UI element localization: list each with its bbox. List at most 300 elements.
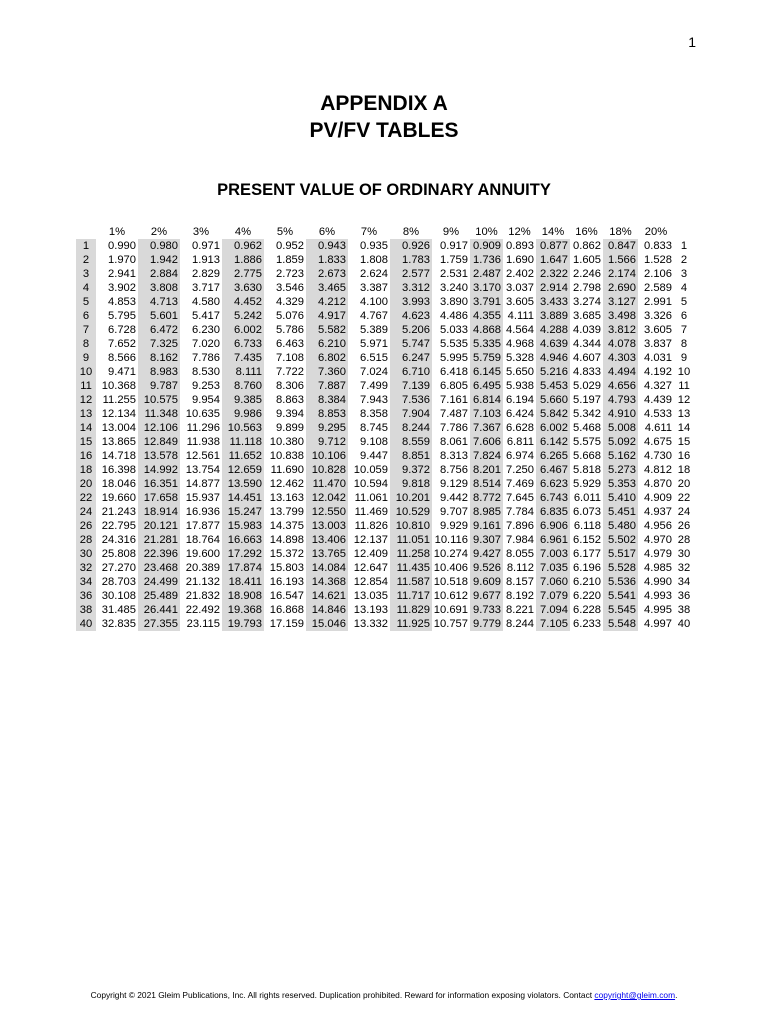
table-cell: 6.811 xyxy=(506,436,534,448)
table-cell: 9.394 xyxy=(276,408,304,420)
table-cell: 5.536 xyxy=(603,575,638,589)
table-cell: 11.652 xyxy=(222,449,264,463)
table-cell: 0.877 xyxy=(536,239,570,253)
table-cell: 2.991 xyxy=(644,296,672,308)
table-cell: 5.076 xyxy=(276,310,304,322)
table-cell: 14.621 xyxy=(306,589,348,603)
table-cell: 18.914 xyxy=(138,505,180,519)
rate-header: 16% xyxy=(575,226,598,238)
table-cell: 7.786 xyxy=(192,352,220,364)
table-cell: 5.995 xyxy=(440,352,468,364)
table-cell: 7.094 xyxy=(536,603,570,617)
period-label-left: 18 xyxy=(76,463,96,477)
table-cell: 5.786 xyxy=(276,324,304,336)
table-cell: 17.292 xyxy=(222,547,264,561)
table-cell: 32.835 xyxy=(101,618,136,630)
table-cell: 13.754 xyxy=(185,464,220,476)
table-cell: 6.220 xyxy=(573,590,601,602)
table-cell: 9.295 xyxy=(306,421,348,435)
table-cell: 6.495 xyxy=(470,379,503,393)
period-label-left: 40 xyxy=(76,617,96,631)
table-cell: 7.784 xyxy=(506,506,534,518)
table-cell: 2.577 xyxy=(390,267,432,281)
period-label-right: 32 xyxy=(677,562,691,574)
table-row xyxy=(76,477,694,491)
period-label-left: 4 xyxy=(76,281,96,295)
table-cell: 12.550 xyxy=(306,505,348,519)
table-cell: 7.887 xyxy=(306,379,348,393)
table-cell: 13.799 xyxy=(269,506,304,518)
table-cell: 8.384 xyxy=(306,393,348,407)
table-cell: 12.134 xyxy=(101,408,136,420)
table-cell: 21.832 xyxy=(185,590,220,602)
footer-end: . xyxy=(675,990,678,1000)
table-cell: 7.824 xyxy=(470,449,503,463)
footer-copyright-text: Copyright © 2021 Gleim Publications, Inc. All rights reserved. Duplication prohibited. Reward for information exposing violators. Contact xyxy=(90,990,595,1000)
table-cell: 12.462 xyxy=(269,478,304,490)
table-row xyxy=(76,309,694,323)
table-cell: 19.600 xyxy=(185,548,220,560)
table-cell: 0.935 xyxy=(360,240,388,252)
table-cell: 7.161 xyxy=(440,394,468,406)
table-cell: 1.859 xyxy=(276,254,304,266)
table-cell: 5.668 xyxy=(573,450,601,462)
table-cell: 5.453 xyxy=(536,379,570,393)
table-cell: 12.647 xyxy=(353,562,388,574)
table-cell: 7.003 xyxy=(536,547,570,561)
table-cell: 6.011 xyxy=(573,492,601,504)
table-cell: 7.487 xyxy=(440,408,468,420)
rate-header: 8% xyxy=(402,226,420,238)
table-cell: 4.327 xyxy=(644,380,672,392)
period-label-right: 38 xyxy=(677,604,691,616)
period-label-left: 24 xyxy=(76,505,96,519)
table-cell: 10.106 xyxy=(306,449,348,463)
table-cell: 17.159 xyxy=(269,618,304,630)
table-cell: 4.910 xyxy=(603,407,638,421)
table-cell: 12.854 xyxy=(353,576,388,588)
table-cell: 7.360 xyxy=(306,365,348,379)
table-cell: 0.926 xyxy=(390,239,432,253)
table-cell: 4.968 xyxy=(506,338,534,350)
table-cell: 7.103 xyxy=(470,407,503,421)
period-label-right: 34 xyxy=(677,576,691,588)
table-cell: 5.502 xyxy=(603,533,638,547)
period-label-right: 13 xyxy=(677,408,691,420)
table-cell: 3.902 xyxy=(108,282,136,294)
period-label-left: 20 xyxy=(76,477,96,491)
table-cell: 3.605 xyxy=(644,324,672,336)
table-cell: 4.767 xyxy=(360,310,388,322)
table-cell: 14.084 xyxy=(306,561,348,575)
table-cell: 21.281 xyxy=(138,533,180,547)
appendix-title: APPENDIX A xyxy=(320,92,448,115)
table-cell: 5.535 xyxy=(440,338,468,350)
table-cell: 5.033 xyxy=(440,324,468,336)
table-cell: 5.353 xyxy=(603,477,638,491)
period-label-left: 12 xyxy=(76,393,96,407)
table-cell: 6.265 xyxy=(536,449,570,463)
table-cell: 6.145 xyxy=(470,365,503,379)
table-cell: 2.174 xyxy=(603,267,638,281)
table-cell: 11.938 xyxy=(186,436,220,448)
table-cell: 3.630 xyxy=(222,281,264,295)
period-label-right: 36 xyxy=(677,590,691,602)
period-label-left: 8 xyxy=(76,337,96,351)
table-cell: 11.587 xyxy=(390,575,432,589)
table-cell: 8.112 xyxy=(506,562,534,574)
table-row xyxy=(76,603,694,617)
table-cell: 9.108 xyxy=(360,436,388,448)
period-label-left: 9 xyxy=(76,351,96,365)
table-cell: 9.779 xyxy=(470,617,503,631)
table-cell: 4.212 xyxy=(306,295,348,309)
rate-header: 1% xyxy=(108,226,126,238)
table-cell: 5.601 xyxy=(138,309,180,323)
period-label-right: 15 xyxy=(677,436,691,448)
table-cell: 10.529 xyxy=(390,505,432,519)
table-cell: 2.589 xyxy=(644,282,672,294)
table-cell: 14.898 xyxy=(269,534,304,546)
table-cell: 7.108 xyxy=(276,352,304,364)
table-cell: 6.230 xyxy=(192,324,220,336)
table-cell: 6.210 xyxy=(573,576,601,588)
table-cell: 3.837 xyxy=(644,338,672,350)
period-label-right: 20 xyxy=(677,478,691,490)
table-cell: 0.893 xyxy=(506,240,534,252)
table-cell: 20.389 xyxy=(185,562,220,574)
table-cell: 4.329 xyxy=(276,296,304,308)
table-cell: 3.808 xyxy=(138,281,180,295)
table-cell: 8.530 xyxy=(192,366,220,378)
table-row xyxy=(76,253,694,267)
table-cell: 11.051 xyxy=(390,533,432,547)
table-cell: 18.411 xyxy=(222,575,264,589)
table-cell: 5.545 xyxy=(603,603,638,617)
table-cell: 8.221 xyxy=(506,604,534,616)
table-cell: 6.906 xyxy=(536,519,570,533)
table-cell: 4.833 xyxy=(573,366,601,378)
table-cell: 25.489 xyxy=(138,589,180,603)
table-cell: 25.808 xyxy=(101,548,136,560)
table-cell: 13.332 xyxy=(353,618,388,630)
table-cell: 3.791 xyxy=(470,295,503,309)
table-cell: 19.368 xyxy=(222,603,264,617)
page-number: 1 xyxy=(688,34,696,50)
table-cell: 4.607 xyxy=(573,352,601,364)
table-cell: 1.647 xyxy=(536,253,570,267)
table-cell: 4.937 xyxy=(644,506,672,518)
table-row xyxy=(76,449,694,463)
table-cell: 7.250 xyxy=(506,464,534,476)
table-cell: 7.499 xyxy=(360,380,388,392)
table-cell: 9.161 xyxy=(470,519,503,533)
table-cell: 4.917 xyxy=(306,309,348,323)
table-cell: 4.100 xyxy=(360,296,388,308)
table-cell: 11.435 xyxy=(390,561,432,575)
table-cell: 7.024 xyxy=(360,366,388,378)
table-cell: 11.255 xyxy=(102,394,136,406)
table-cell: 10.757 xyxy=(433,618,468,630)
table-cell: 14.877 xyxy=(185,478,220,490)
table-cell: 4.995 xyxy=(644,604,672,616)
period-label-left: 10 xyxy=(76,365,96,379)
table-cell: 11.690 xyxy=(270,464,304,476)
table-cell: 7.325 xyxy=(138,337,180,351)
period-label-right: 40 xyxy=(677,618,691,630)
table-cell: 9.986 xyxy=(222,407,264,421)
table-cell: 6.628 xyxy=(506,422,534,434)
table-cell: 3.717 xyxy=(192,282,220,294)
table-cell: 6.467 xyxy=(536,463,570,477)
period-label-right: 30 xyxy=(677,548,691,560)
table-cell: 8.514 xyxy=(470,477,503,491)
table-row xyxy=(76,295,694,309)
table-cell: 4.031 xyxy=(644,352,672,364)
table-cell: 18.764 xyxy=(185,534,220,546)
table-cell: 10.406 xyxy=(433,562,468,574)
table-cell: 1.833 xyxy=(306,253,348,267)
table-cell: 5.660 xyxy=(536,393,570,407)
table-cell: 1.886 xyxy=(222,253,264,267)
table-cell: 5.206 xyxy=(390,323,432,337)
table-row xyxy=(76,407,694,421)
period-label-left: 6 xyxy=(76,309,96,323)
table-cell: 5.197 xyxy=(573,394,601,406)
table-cell: 4.997 xyxy=(644,618,672,630)
table-cell: 3.498 xyxy=(603,309,638,323)
table-cell: 5.842 xyxy=(536,407,570,421)
table-cell: 7.035 xyxy=(536,561,570,575)
rate-header: 5% xyxy=(276,226,294,238)
table-row xyxy=(76,561,694,575)
table-cell: 24.316 xyxy=(101,534,136,546)
table-row xyxy=(76,379,694,393)
table-cell: 16.936 xyxy=(185,506,220,518)
table-cell: 7.435 xyxy=(222,351,264,365)
table-cell: 8.244 xyxy=(390,421,432,435)
table-cell: 10.612 xyxy=(433,590,468,602)
table-cell: 17.874 xyxy=(222,561,264,575)
table-cell: 10.691 xyxy=(433,604,468,616)
table-cell: 27.270 xyxy=(101,562,136,574)
table-cell: 10.635 xyxy=(185,408,220,420)
table-cell: 2.690 xyxy=(603,281,638,295)
period-label-right: 10 xyxy=(677,366,691,378)
table-cell: 12.409 xyxy=(353,548,388,560)
table-cell: 6.152 xyxy=(573,534,601,546)
table-cell: 4.656 xyxy=(603,379,638,393)
table-cell: 0.980 xyxy=(138,239,180,253)
table-cell: 8.772 xyxy=(470,491,503,505)
table-cell: 1.970 xyxy=(108,254,136,266)
table-cell: 5.216 xyxy=(536,365,570,379)
table-cell: 7.060 xyxy=(536,575,570,589)
table-cell: 6.710 xyxy=(390,365,432,379)
table-cell: 4.979 xyxy=(644,548,672,560)
table-cell: 0.862 xyxy=(573,240,601,252)
table-cell: 4.355 xyxy=(470,309,503,323)
appendix-subtitle: PV/FV TABLES xyxy=(309,119,459,142)
table-cell: 9.609 xyxy=(470,575,503,589)
table-cell: 27.355 xyxy=(138,617,180,631)
table-cell: 13.193 xyxy=(353,604,388,616)
table-cell: 11.118 xyxy=(222,435,264,449)
table-cell: 3.889 xyxy=(536,309,570,323)
table-cell: 2.402 xyxy=(506,268,534,280)
table-cell: 9.929 xyxy=(440,520,468,532)
table-cell: 5.650 xyxy=(506,366,534,378)
rate-header: 12% xyxy=(508,226,531,238)
table-cell: 5.335 xyxy=(470,337,503,351)
table-cell: 15.937 xyxy=(185,492,220,504)
table-cell: 4.439 xyxy=(644,394,672,406)
table-cell: 6.233 xyxy=(573,618,601,630)
table-row xyxy=(76,617,694,631)
table-cell: 8.851 xyxy=(390,449,432,463)
table-cell: 2.829 xyxy=(192,268,220,280)
table-cell: 0.847 xyxy=(603,239,638,253)
table-cell: 13.035 xyxy=(353,590,388,602)
table-cell: 4.303 xyxy=(603,351,638,365)
table-cell: 10.059 xyxy=(353,464,388,476)
table-cell: 8.853 xyxy=(306,407,348,421)
table-cell: 17.877 xyxy=(185,520,220,532)
table-cell: 16.398 xyxy=(101,464,136,476)
table-cell: 8.306 xyxy=(276,380,304,392)
table-cell: 10.116 xyxy=(434,534,468,546)
table-cell: 2.723 xyxy=(276,268,304,280)
table-cell: 22.795 xyxy=(101,520,136,532)
table-cell: 16.351 xyxy=(138,477,180,491)
table-header-row xyxy=(76,225,694,239)
table-cell: 6.210 xyxy=(306,337,348,351)
table-cell: 4.909 xyxy=(644,492,672,504)
table-cell: 13.578 xyxy=(138,449,180,463)
table-cell: 12.561 xyxy=(185,450,220,462)
period-label-left: 3 xyxy=(76,267,96,281)
table-cell: 5.818 xyxy=(573,464,601,476)
pv-annuity-table xyxy=(76,225,694,631)
table-cell: 5.517 xyxy=(603,547,638,561)
period-label-left: 38 xyxy=(76,603,96,617)
table-cell: 9.818 xyxy=(390,477,432,491)
table-cell: 8.760 xyxy=(222,379,264,393)
table-cell: 9.677 xyxy=(470,589,503,603)
table-cell: 10.828 xyxy=(306,463,348,477)
table-cell: 4.812 xyxy=(644,464,672,476)
table-cell: 11.829 xyxy=(390,603,432,617)
period-label-right: 5 xyxy=(680,296,688,308)
table-cell: 2.531 xyxy=(440,268,468,280)
table-cell: 9.372 xyxy=(390,463,432,477)
table-cell: 6.463 xyxy=(276,338,304,350)
period-label-right: 14 xyxy=(677,422,691,434)
period-label-right: 8 xyxy=(680,338,688,350)
period-label-left: 36 xyxy=(76,589,96,603)
period-label-left: 2 xyxy=(76,253,96,267)
table-cell: 6.835 xyxy=(536,505,570,519)
table-cell: 7.786 xyxy=(440,422,468,434)
table-cell: 23.468 xyxy=(138,561,180,575)
table-cell: 10.380 xyxy=(269,436,304,448)
table-cell: 9.471 xyxy=(108,366,136,378)
table-row xyxy=(76,589,694,603)
table-cell: 3.240 xyxy=(440,282,468,294)
table-cell: 8.111 xyxy=(222,365,264,379)
table-cell: 9.787 xyxy=(138,379,180,393)
table-cell: 7.105 xyxy=(536,617,570,631)
table-cell: 9.253 xyxy=(192,380,220,392)
table-cell: 7.896 xyxy=(506,520,534,532)
table-row xyxy=(76,575,694,589)
period-label-right: 2 xyxy=(680,254,688,266)
table-cell: 8.201 xyxy=(470,463,503,477)
rate-header: 18% xyxy=(609,226,632,238)
table-cell: 15.247 xyxy=(222,505,264,519)
table-row xyxy=(76,239,694,253)
table-cell: 11.296 xyxy=(186,422,220,434)
table-cell: 1.759 xyxy=(440,254,468,266)
period-label-left: 1 xyxy=(76,239,96,253)
table-title: PRESENT VALUE OF ORDINARY ANNUITY xyxy=(217,181,551,199)
table-cell: 4.793 xyxy=(603,393,638,407)
table-cell: 1.913 xyxy=(192,254,220,266)
table-cell: 10.810 xyxy=(390,519,432,533)
table-cell: 6.142 xyxy=(536,435,570,449)
period-label-right: 1 xyxy=(680,240,688,252)
table-cell: 4.853 xyxy=(108,296,136,308)
table-cell: 9.707 xyxy=(440,506,468,518)
table-row xyxy=(76,435,694,449)
table-cell: 8.983 xyxy=(138,365,180,379)
table-cell: 17.658 xyxy=(138,491,180,505)
table-cell: 4.990 xyxy=(644,576,672,588)
table-cell: 5.971 xyxy=(360,338,388,350)
table-cell: 22.492 xyxy=(185,604,220,616)
table-cell: 10.575 xyxy=(138,393,180,407)
table-cell: 2.487 xyxy=(470,267,503,281)
table-cell: 2.322 xyxy=(536,267,570,281)
table-cell: 8.192 xyxy=(506,590,534,602)
table-row xyxy=(76,267,694,281)
table-cell: 5.451 xyxy=(603,505,638,519)
table-cell: 8.061 xyxy=(440,436,468,448)
table-cell: 7.367 xyxy=(470,421,503,435)
table-row xyxy=(76,393,694,407)
table-cell: 6.228 xyxy=(573,604,601,616)
table-cell: 12.659 xyxy=(222,463,264,477)
footer-email-link[interactable]: copyright@gleim.com xyxy=(594,990,676,1000)
table-row xyxy=(76,365,694,379)
table-cell: 3.170 xyxy=(470,281,503,295)
table-cell: 2.798 xyxy=(573,282,601,294)
table-cell: 13.765 xyxy=(306,547,348,561)
table-cell: 0.962 xyxy=(222,239,264,253)
table-cell: 5.029 xyxy=(573,380,601,392)
table-cell: 1.605 xyxy=(573,254,601,266)
table-cell: 4.111 xyxy=(507,310,534,322)
table-cell: 8.863 xyxy=(276,394,304,406)
rate-header: 20% xyxy=(644,226,668,238)
table-cell: 0.990 xyxy=(108,240,136,252)
table-cell: 5.528 xyxy=(603,561,638,575)
table-cell: 10.838 xyxy=(269,450,304,462)
table-cell: 5.273 xyxy=(603,463,638,477)
rate-header: 9% xyxy=(442,226,460,238)
period-label-left: 14 xyxy=(76,421,96,435)
table-cell: 6.974 xyxy=(506,450,534,462)
